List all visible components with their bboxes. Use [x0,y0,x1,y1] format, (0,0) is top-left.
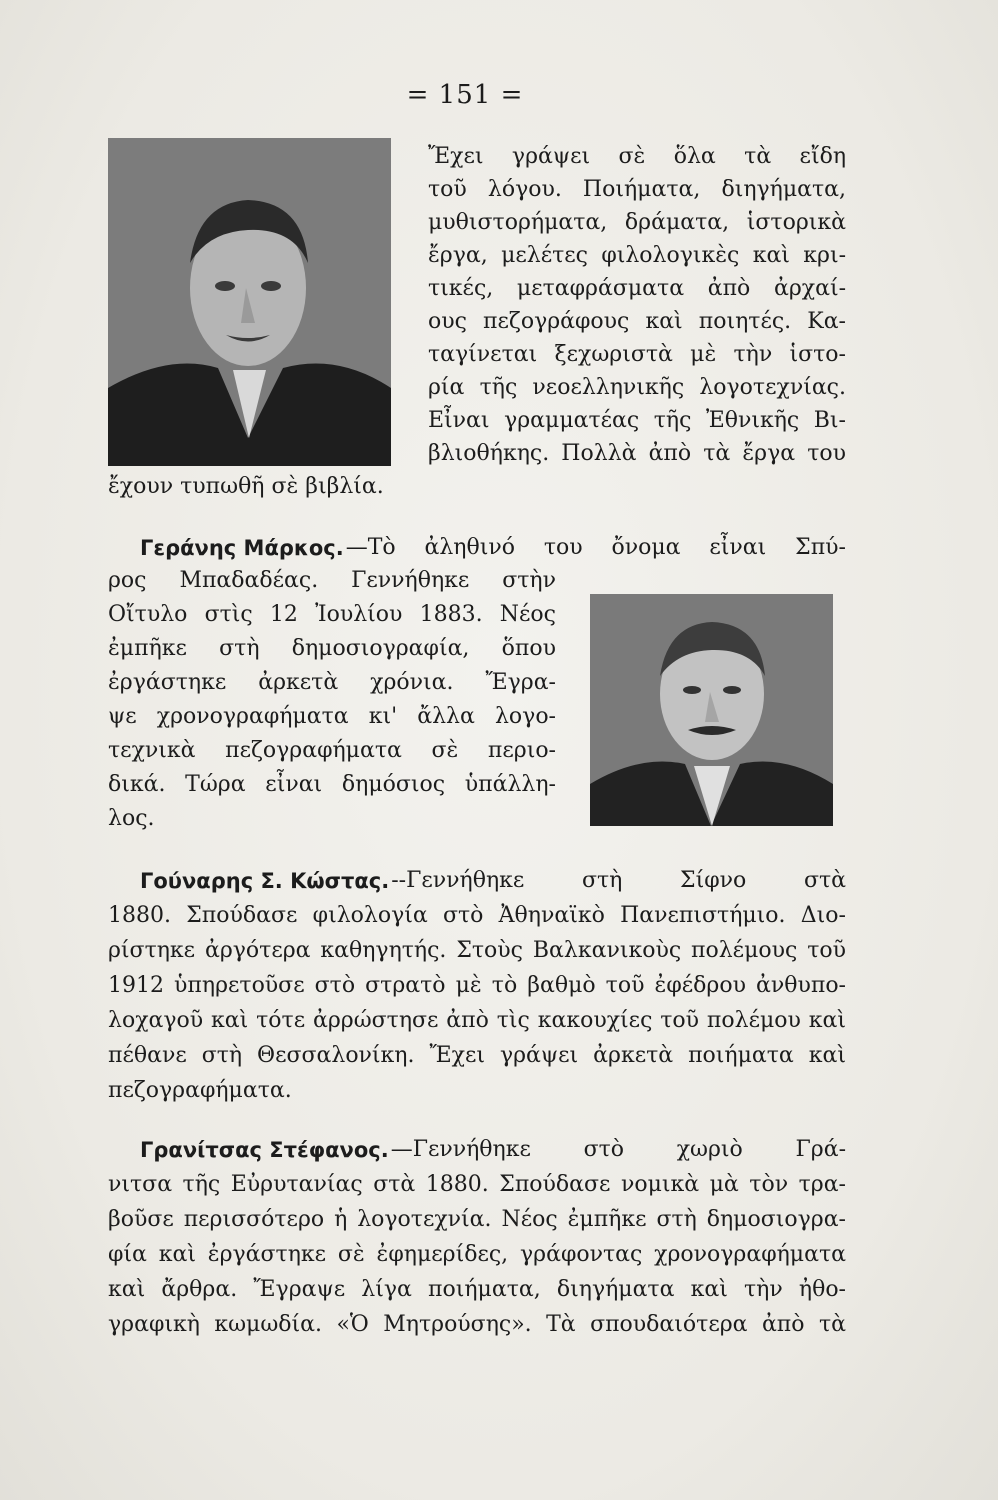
text-line: ους πεζογράφους καὶ ποιητές. Κα- [428,309,846,334]
entry-gounaris-name: Γούναρης Σ. Κώστας. [140,869,390,893]
text-line: πεζογραφήματα. [108,1078,292,1103]
text-line: 1880. Σπούδασε φιλολογία στὸ Ἀθηναϊκὸ Πανεπιστήμιο. Διο- [108,903,846,928]
text-line: βλιοθήκης. Πολλὰ ἀπὸ τὰ ἔργα του [428,441,846,466]
entry-granitsas-first-text: —Γεννήθηκε στὸ χωριὸ Γρά- [390,1137,846,1162]
text-line: δικά. Τώρα εἶναι δημόσιος ὑπάλλη- [108,772,556,797]
text-line: πέθανε στὴ Θεσσαλονίκη. Ἔχει γράψει ἀρκετὰ ποιήματα καὶ [108,1043,846,1068]
text-line: ρίστηκε ἀργότερα καθηγητής. Στοὺς Βαλκανικοὺς πολέμους τοῦ [108,938,846,963]
text-line: φία καὶ ἐργάστηκε σὲ ἐφημερίδες, γράφοντας χρονογραφήματα [108,1242,846,1267]
text-line: λοχαγοῦ καὶ τότε ἀρρώστησε ἀπὸ τὶς κακουχίες τοῦ πολέμου καὶ [108,1008,846,1033]
text-line: ἐμπῆκε στὴ δημοσιογραφία, ὅπου [108,636,556,661]
portrait-photo-1 [108,138,391,466]
text-line: τικές, μεταφράσματα ἀπὸ ἀρχαί- [428,276,846,301]
entry-granitsas-first-line [140,1135,846,1165]
portrait-photo-2 [590,594,833,826]
text-line: βοῦσε περισσότερο ἡ λογοτεχνία. Νέος ἐμπῆκε στὴ δημοσιογρα- [108,1207,846,1232]
entry-gerakis-first-text: —Τὸ ἀληθινό του ὄνομα εἶναι Σπύ- [345,535,846,560]
entry-gounaris-first-text: --Γεννήθηκε στὴ Σίφνο στὰ [391,868,846,893]
text-line: ταγίνεται ξεχωριστὰ μὲ τὴν ἱστο- [428,342,846,367]
text-line: ρος Μπαδαδέας. Γεννήθηκε στὴν [108,568,556,593]
entry-granitsas-name: Γρανίτσας Στέφανος. [140,1138,389,1162]
text-line: τεχνικὰ πεζογραφήματα σὲ περιο- [108,738,556,763]
text-line: Εἶναι γραμματέας τῆς Ἐθνικῆς Βι- [428,408,846,433]
text-line: ρία τῆς νεοελληνικῆς λογοτεχνίας. [428,375,846,400]
entry-gounaris-first-line [140,866,846,896]
text-line: Ἔχει γράψει σὲ ὅλα τὰ εἴδη [428,144,846,169]
entry-gerakis-first-line [140,533,846,563]
text-line: καὶ ἄρθρα. Ἔγραψε λίγα ποιήματα, διηγήματα καὶ τὴν ἠθο- [108,1277,846,1302]
text-line: μυθιστορήματα, δράματα, ἱστορικὰ [428,210,846,235]
text-line: τοῦ λόγου. Ποιήματα, διηγήματα, [428,177,846,202]
text-line: ἔχουν τυπωθῆ σὲ βιβλία. [108,474,384,499]
text-line: λος. [108,806,155,831]
text-line: ἐργάστηκε ἀρκετὰ χρόνια. Ἔγρα- [108,670,556,695]
text-line: 1912 ὑπηρετοῦσε στὸ στρατὸ μὲ τὸ βαθμὸ τοῦ ἐφέδρου ἀνθυπο- [108,973,846,998]
page-number: = 151 = [406,80,524,110]
text-line: Οἴτυλο στὶς 12 Ἰουλίου 1883. Νέος [108,602,556,627]
text-line: ἔργα, μελέτες φιλολογικὲς καὶ κρι- [428,243,846,268]
text-line: ψε χρονογραφήματα κι' ἄλλα λογο- [108,704,556,729]
entry-gerakis-name: Γεράνης Μάρκος. [140,536,344,560]
text-line: νιτσα τῆς Εὐρυτανίας στὰ 1880. Σπούδασε νομικὰ μὰ τὸν τρα- [108,1172,846,1197]
text-line: γραφικὴ κωμωδία. «Ὁ Μητρούσης». Τὰ σπουδαιότερα ἀπὸ τὰ [108,1312,846,1337]
